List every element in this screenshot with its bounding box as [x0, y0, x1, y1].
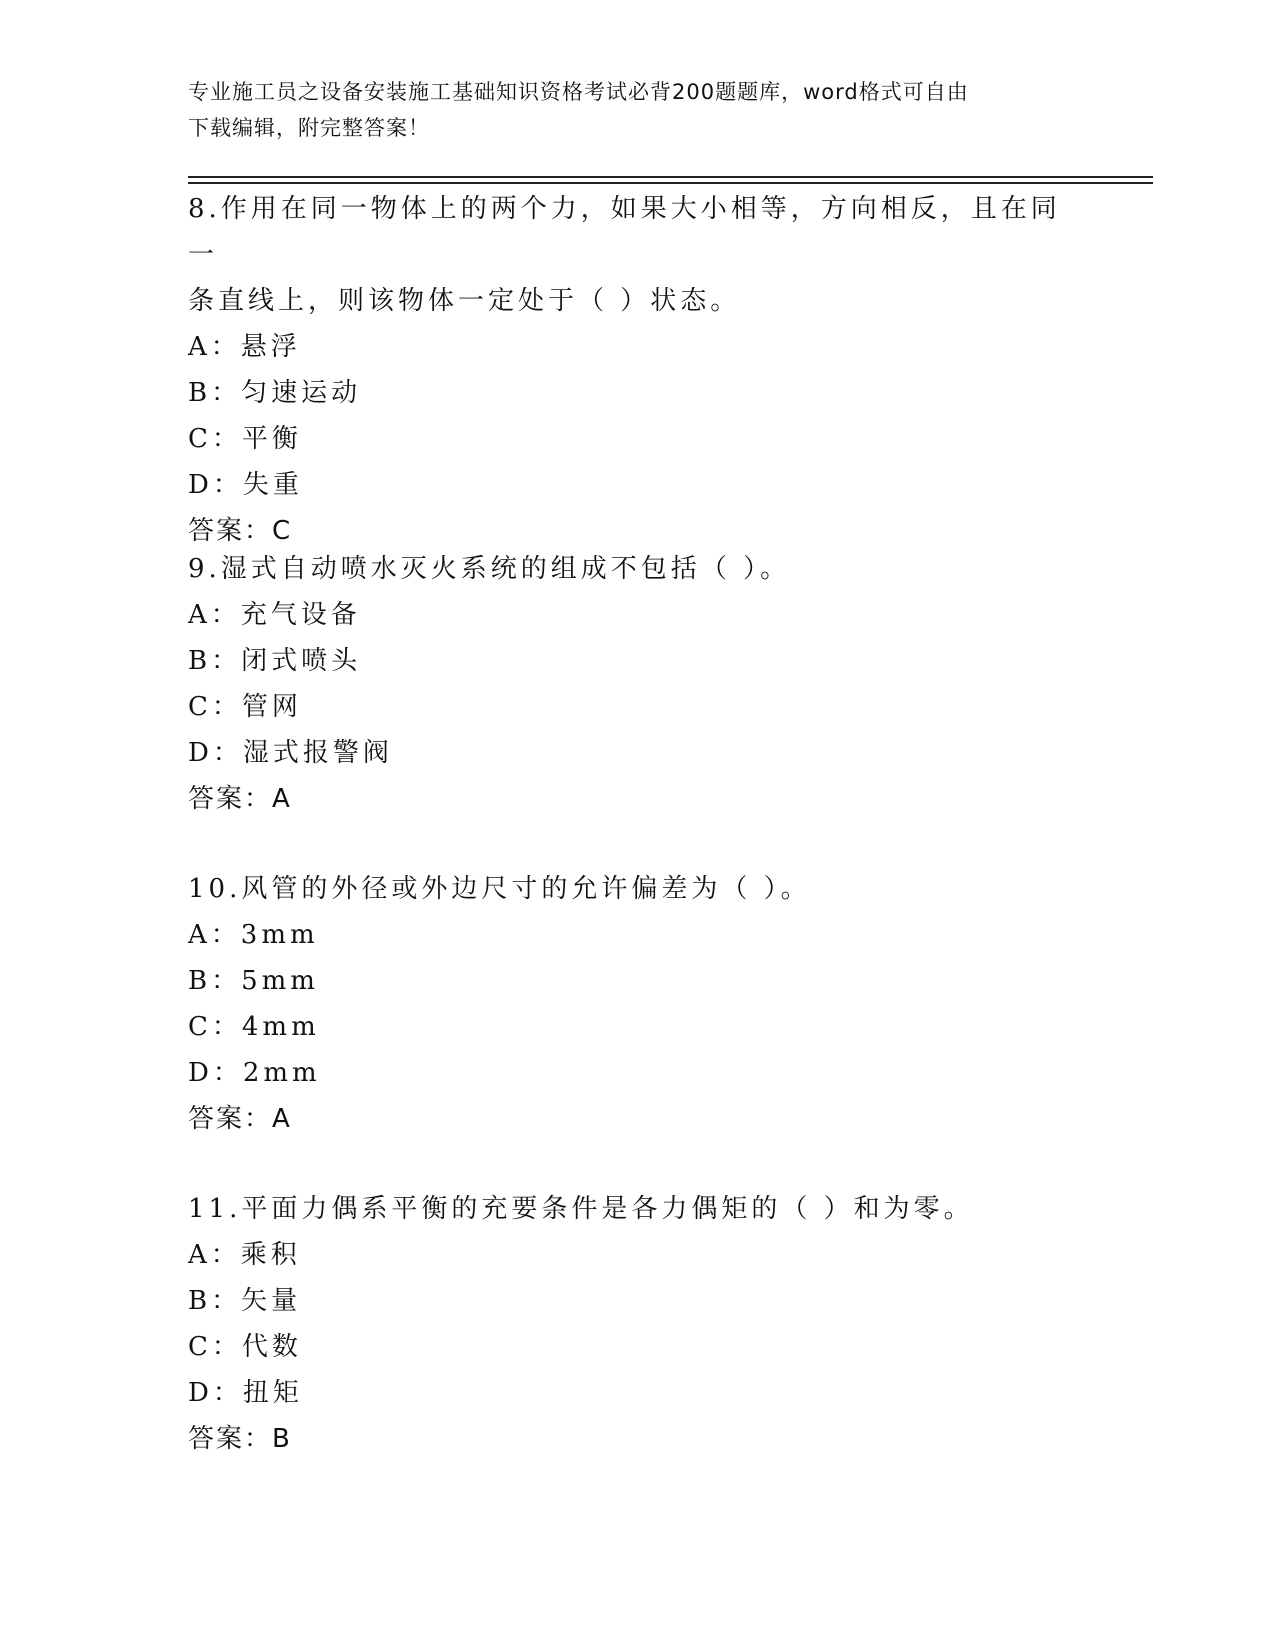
option-b: B：闭式喷头 [188, 646, 362, 676]
answer: 答案：A [188, 784, 292, 814]
question-10 [188, 866, 1068, 1142]
option-b: B：匀速运动 [188, 378, 362, 408]
option-a: A：乘积 [188, 1240, 301, 1270]
question-11 [188, 1186, 1068, 1462]
option-d: D：湿式报警阀 [188, 738, 393, 768]
question-stem: 8.作用在同一物体上的两个力，如果大小相等，方向相反，且在同一 [188, 194, 1061, 270]
answer: 答案：C [188, 516, 293, 546]
question-8 [188, 186, 1068, 554]
question-stem: 9.湿式自动喷水灭火系统的组成不包括（ ）。 [188, 554, 791, 584]
option-b: B：5mm [188, 966, 319, 996]
header-divider-bottom [188, 182, 1153, 184]
option-c: C：平衡 [188, 424, 302, 454]
header-line-2: 下载编辑，附完整答案！ [188, 116, 430, 140]
option-b: B：矢量 [188, 1286, 302, 1316]
question-stem: 11.平面力偶系平衡的充要条件是各力偶矩的（ ）和为零。 [188, 1194, 974, 1224]
option-a: A：3mm [188, 920, 319, 950]
option-c: C：代数 [188, 1332, 302, 1362]
question-stem-continued: 条直线上，则该物体一定处于（ ）状态。 [188, 286, 741, 316]
option-d: D：失重 [188, 470, 303, 500]
option-c: C：4mm [188, 1012, 320, 1042]
option-d: D：2mm [188, 1058, 321, 1088]
answer: 答案：B [188, 1424, 292, 1454]
answer: 答案：A [188, 1104, 292, 1134]
header-line-1: 专业施工员之设备安装施工基础知识资格考试必背200题题库，word格式可自由 [188, 80, 969, 104]
option-d: D：扭矩 [188, 1378, 303, 1408]
option-c: C：管网 [188, 692, 302, 722]
question-stem: 10.风管的外径或外边尺寸的允许偏差为（ ）。 [188, 874, 811, 904]
document-header [188, 74, 1068, 146]
option-a: A：充气设备 [188, 600, 361, 630]
header-divider-top [188, 176, 1153, 178]
question-9 [188, 546, 1068, 822]
option-a: A：悬浮 [188, 332, 301, 362]
